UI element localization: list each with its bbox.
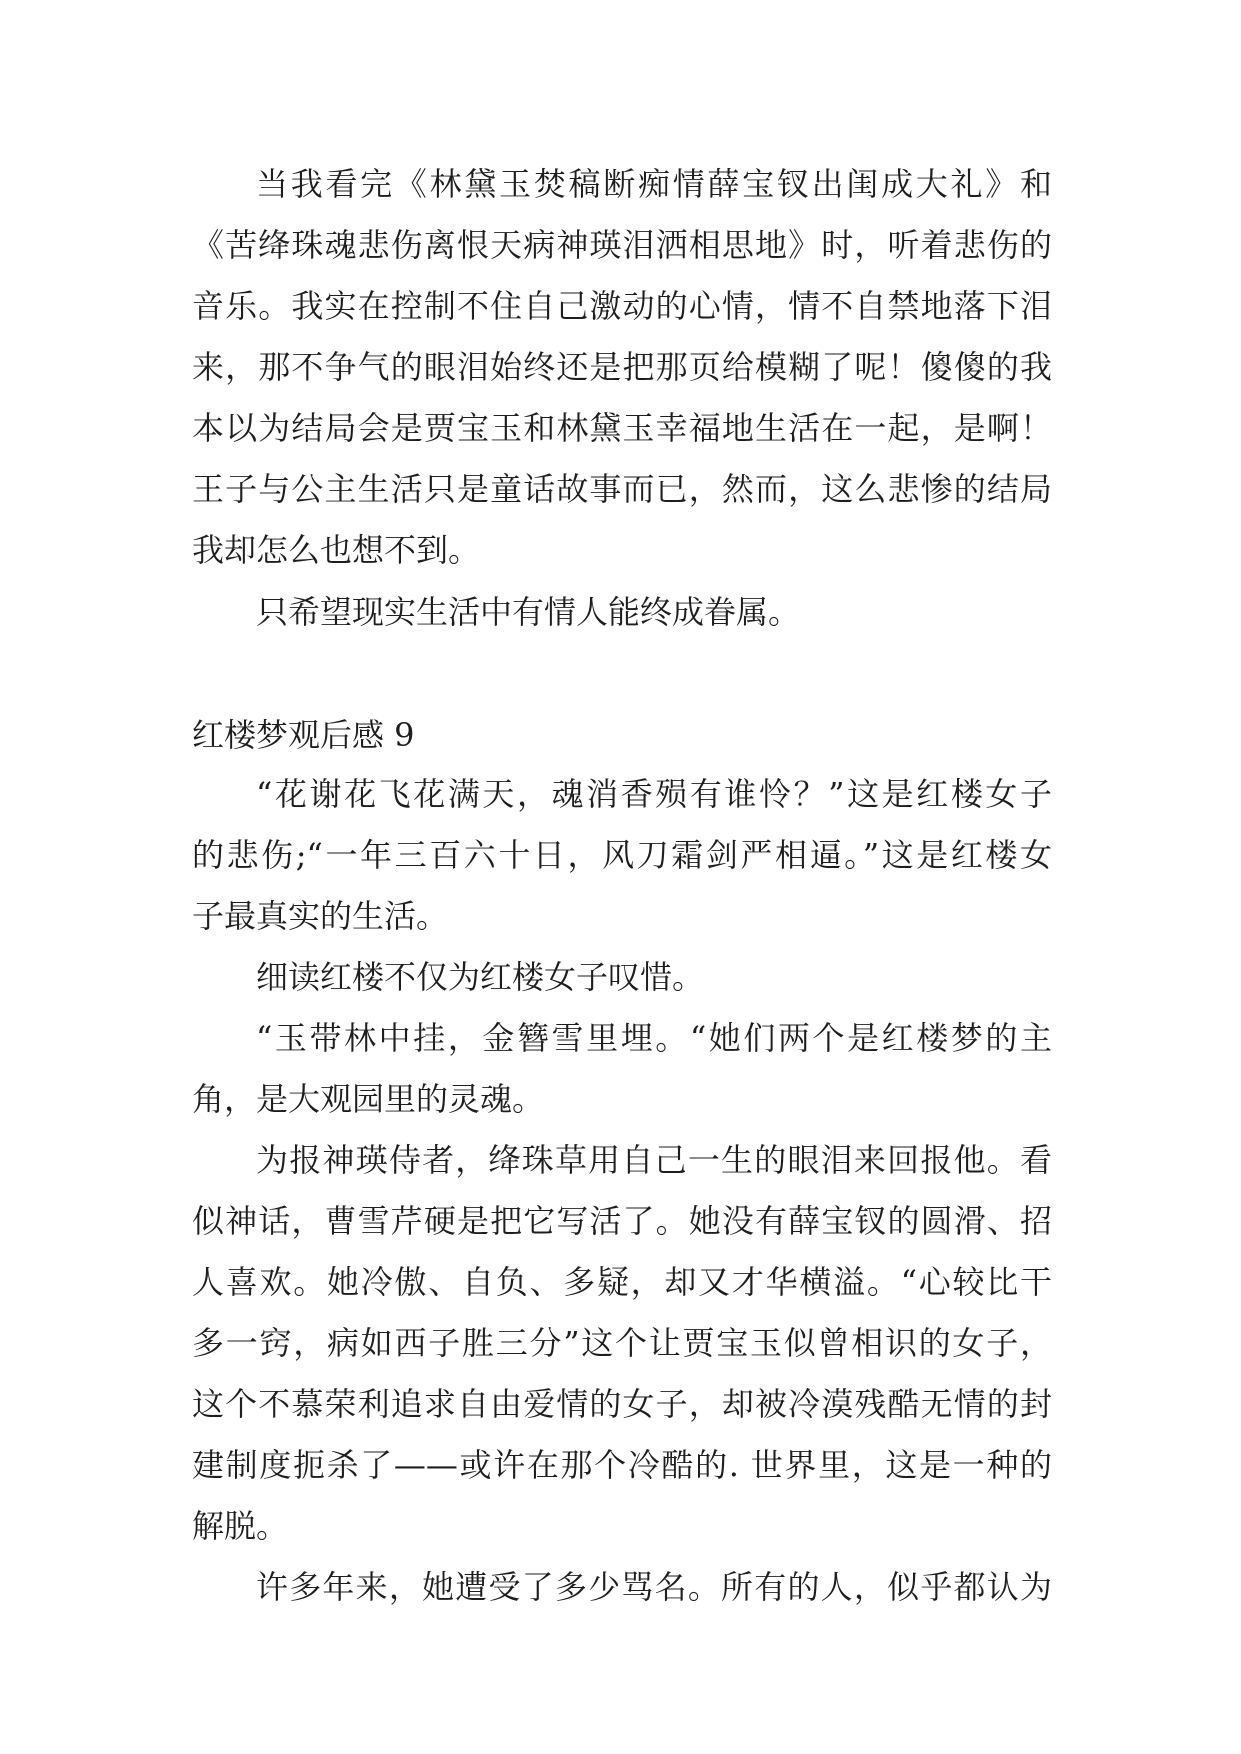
paragraph-line: 这个不慕荣利追求自由爱情的女子，却被冷漠残酷无情的封 [192,1385,1052,1423]
paragraph-line: “玉带林中挂，金簪雪里埋。“她们两个是红楼梦的主 [256,1019,1052,1057]
paragraph-line: 音乐。我实在控制不住自己激动的心情，情不自禁地落下泪 [192,287,1052,325]
paragraph-line: 只希望现实生活中有情人能终成眷属。 [256,593,801,631]
paragraph-line: 本以为结局会是贾宝玉和林黛玉幸福地生活在一起，是啊！ [192,409,1052,447]
paragraph-line: 角，是大观园里的灵魂。 [192,1080,545,1118]
paragraph-line: 来，那不争气的眼泪始终还是把那页给模糊了呢！傻傻的我 [192,348,1052,386]
paragraph-line: 解脱。 [192,1507,289,1545]
paragraph-line: 当我看完《林黛玉焚稿断痴情薛宝钗出闺成大礼》和 [256,165,1052,203]
paragraph-line: “花谢花飞花满天，魂消香殒有谁怜？”这是红楼女子 [256,775,1052,813]
paragraph-line: 建制度扼杀了——或许在那个冷酷的. 世界里，这是一种的 [192,1446,1052,1484]
paragraph-line: 《苦绛珠魂悲伤离恨天病神瑛泪洒相思地》时，听着悲伤的 [192,226,1052,264]
paragraph-line: 我却怎么也想不到。 [192,531,481,569]
paragraph-line: 多一窍，病如西子胜三分”这个让贾宝玉似曾相识的女子， [192,1324,1052,1362]
paragraph-line: 子最真实的生活。 [192,897,449,935]
paragraph-line: 许多年来，她遭受了多少骂名。所有的人，似乎都认为 [256,1568,1052,1606]
paragraph-line: 为报神瑛侍者，绛珠草用自己一生的眼泪来回报他。看 [256,1141,1052,1179]
paragraph-line: 细读红楼不仅为红楼女子叹惜。 [256,958,705,996]
paragraph-line: 的悲伤;“一年三百六十日，风刀霜剑严相逼。”这是红楼女 [192,836,1052,874]
paragraph-line: 王子与公主生活只是童话故事而已，然而，这么悲惨的结局 [192,470,1052,508]
paragraph-line: 似神话，曹雪芹硬是把它写活了。她没有薛宝钗的圆滑、招 [192,1202,1052,1240]
paragraph-line: 人喜欢。她冷傲、自负、多疑，却又才华横溢。“心较比干 [192,1263,1052,1301]
section-heading: 红楼梦观后感 9 [192,716,415,754]
